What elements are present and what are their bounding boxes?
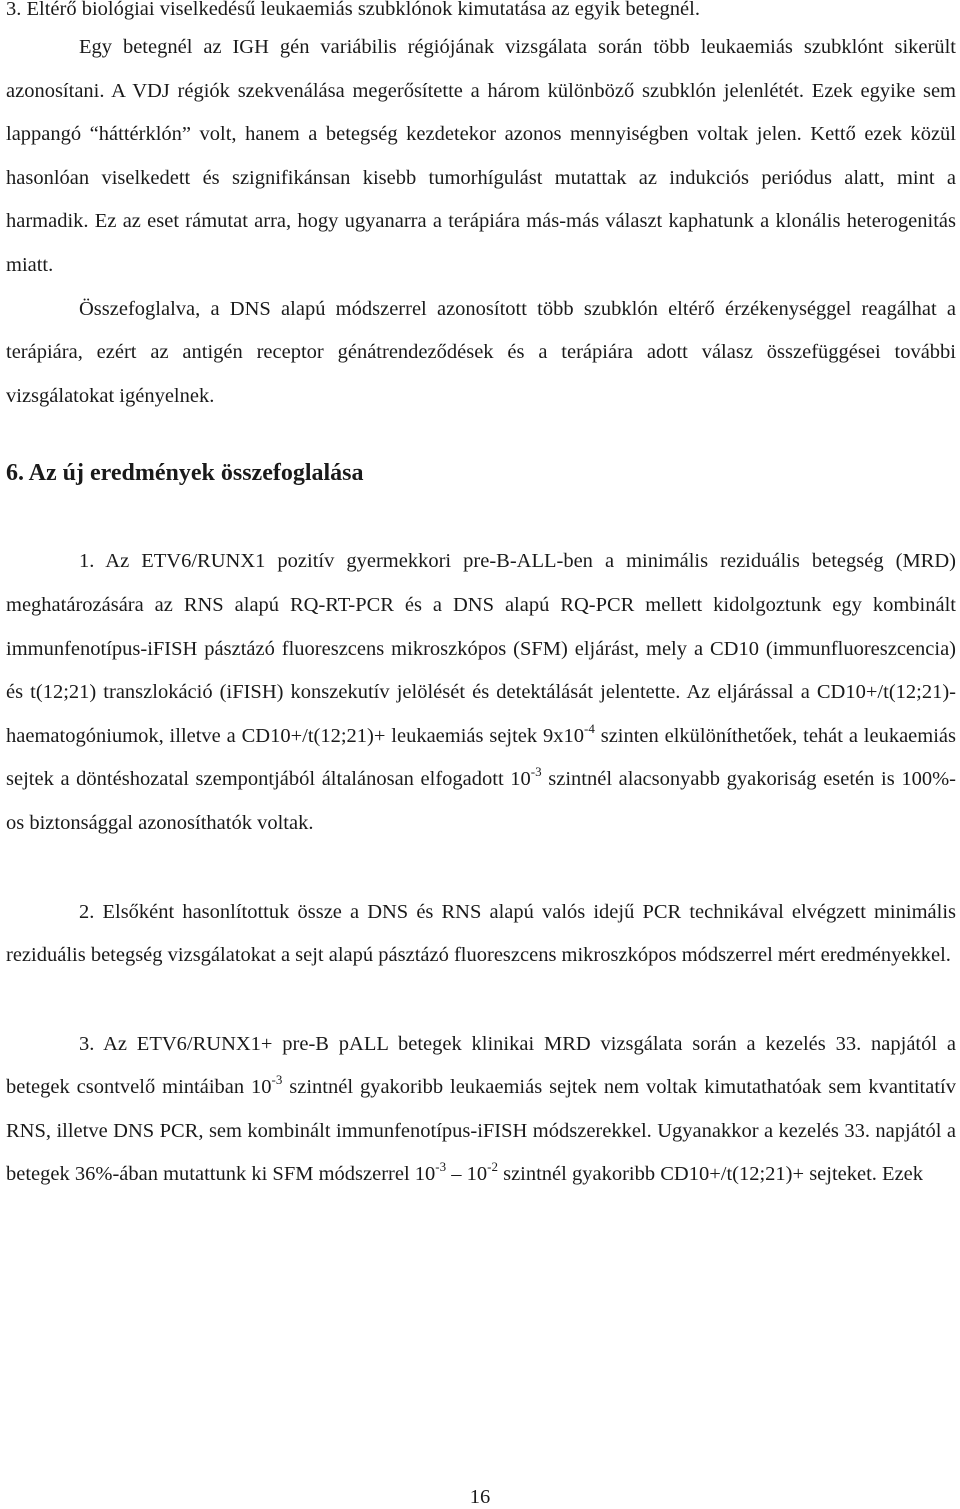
result-item-3-sup-c: -2 — [487, 1159, 498, 1175]
result-item-1 — [6, 540, 956, 845]
section-6-heading: 6. Az új eredmények összefoglalása — [6, 460, 364, 487]
result-item-3-sup-a: -3 — [271, 1072, 283, 1088]
paragraph-subclones: Egy betegnél az IGH gén variábilis régiójának vizsgálata során több leukaemiás szubklónt sikerült azonosítani. A VDJ régiók szekvenálása megerősítette a három különböző szubklón jelenlétét. Ezek egyike sem lappangó “háttérklón” volt, hanem a betegség kezdetekor azonos mennyiségben voltak jelen. Kettő ezek közül hasonlóan viselkedett és szignifikánsan kisebb tumorhígulást mutattak az indukciós periódus alatt, mint a harmadik. Ez az eset rámutat arra, hogy ugyanarra a terápiára más-más választ kaphatunk a klonális heterogenitás miatt. — [6, 36, 956, 276]
result-item-3-text-a: 3. Az ETV6/RUNX1+ pre-B pALL betegek klinikai MRD vizsgálata során a kezelés 33. napjától a betegek csontvelő mintáiban 10 — [6, 1032, 956, 1099]
result-item-1-text-b: szinten elkülöníthetőek, tehát a leukaemiás sejtek a döntéshozatal szempontjából általánosan elfogadott 10 — [6, 724, 956, 791]
section-3-title: 3. Eltérő biológiai viselkedésű leukaemiás szubklónok kimutatása az egyik betegnél. — [6, 0, 700, 20]
result-item-3-text-d: szintnél gyakoribb CD10+/t(12;21)+ sejteket. Ezek — [497, 1163, 924, 1186]
result-item-1-text-a: 1. Az ETV6/RUNX1 pozitív gyermekkori pre-B-ALL-ben a minimális reziduális betegség (MRD) meghatározására az RNS alapú RQ-RT-PCR és a DNS alapú RQ-PCR mellett kidolgoztunk egy kombinált immunfenotípus-iFISH pásztázó fluoreszcens mikroszkópos (SFM) eljárást, mely a CD10 (immunfluoreszcencia) és t(12;21) transzlokáció (iFISH) konszekutív jelölését és detektálását jelentette. Az eljárással a CD10+/t(12;21)-haematogóniumok, illetve a CD10+/t(12;21)+ leukaemiás sejtek 9x10 — [6, 550, 956, 747]
page-number: 16 — [469, 1486, 491, 1508]
document-page — [6, 0, 956, 1197]
result-item-1-sup-b: -3 — [530, 764, 542, 780]
result-item-3 — [6, 1023, 956, 1197]
result-item-3-sup-b: -3 — [435, 1159, 447, 1175]
result-item-3-text-b: szintnél gyakoribb leukaemiás sejtek nem voltak kimutathatóak sem kvantitatív RNS, illetve DNS PCR, sem kombinált immunfenotípus-iFISH módszerekkel. Ugyanakkor a kezelés 33. napjától a betegek 36%-ában mutattunk ki SFM módszerrel 10 — [6, 1076, 956, 1186]
result-item-1-sup-a: -4 — [584, 720, 595, 736]
paragraph-summary: Összefoglalva, a DNS alapú módszerrel azonosított több szubklón eltérő érzékenységgel reagálhat a terápiára, ezért az antigén receptor génátrendeződések és a terápiára adott válasz összefüggései további vizsgálatokat igényelnek. — [6, 297, 956, 407]
result-item-1-text-c: szintnél alacsonyabb gyakoriság esetén is 100%-os biztonsággal azonosíthatók voltak. — [6, 768, 956, 834]
result-item-3-text-c: – 10 — [446, 1163, 488, 1186]
result-item-2: 2. Elsőként hasonlítottuk össze a DNS és RNS alapú valós idejű PCR technikával elvégzett minimális reziduális betegség vizsgálatokat a sejt alapú pásztázó fluoreszcens mikroszkópos módszerrel mért eredményekkel. — [6, 900, 956, 967]
